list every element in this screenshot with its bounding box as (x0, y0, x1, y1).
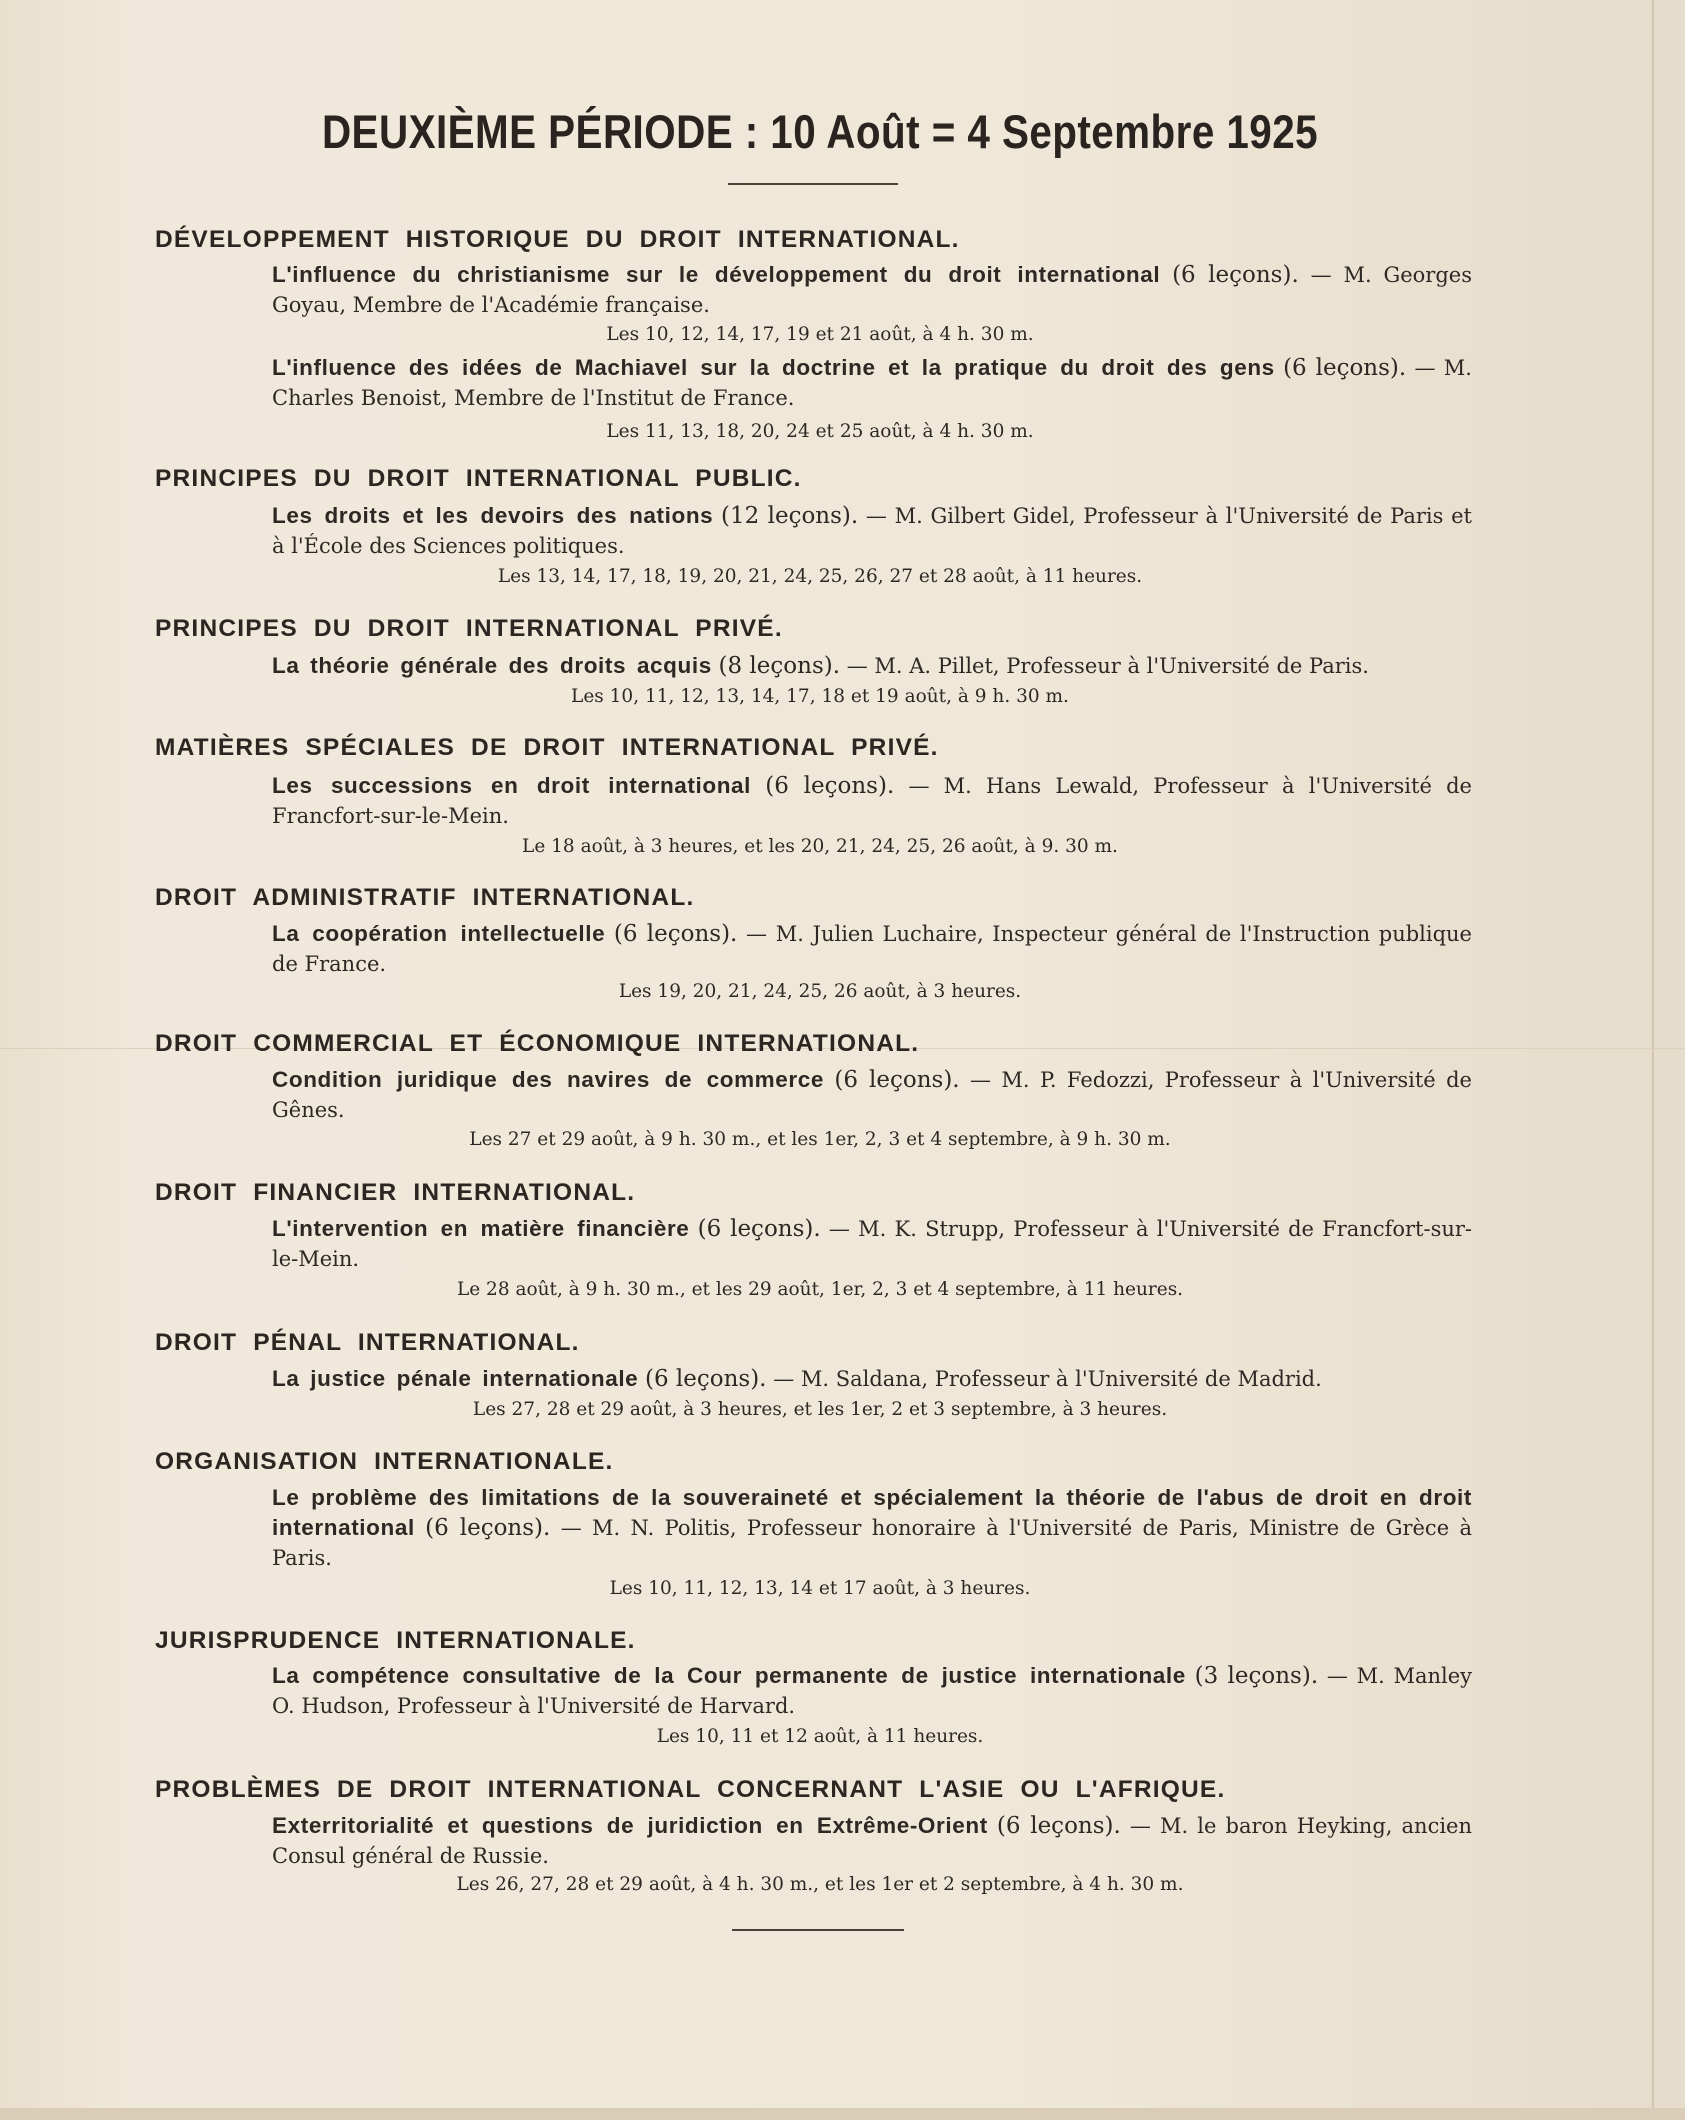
course-teacher: — M. P. Fedozzi, Professeur à l'Université de Gênes. (272, 1068, 1472, 1122)
course-teacher: — M. Georges Goyau, Membre de l'Académie française. (272, 263, 1472, 317)
course-lessons: (6 leçons). (996, 1813, 1121, 1839)
course-teacher: — M. Saldana, Professeur à l'Université de Madrid. (773, 1367, 1322, 1391)
course-lessons: (6 leçons). (697, 1216, 821, 1242)
section-heading: DROIT ADMINISTRATIF INTERNATIONAL. (155, 884, 695, 911)
course-lessons: (6 leçons). (1172, 262, 1299, 288)
course-teacher: — M. K. Strupp, Professeur à l'Université de Francfort-sur-le-Mein. (272, 1217, 1472, 1271)
course-schedule: Les 11, 13, 18, 20, 24 et 25 août, à 4 h. 30 m. (606, 421, 1034, 442)
course-schedule: Les 27, 28 et 29 août, à 3 heures, et les 1er, 2 et 3 septembre, à 3 heures. (472, 1399, 1168, 1420)
section-heading: DÉVELOPPEMENT HISTORIQUE DU DROIT INTERNATIONAL. (155, 226, 960, 253)
course-lessons: (12 leçons). (721, 503, 859, 529)
course-teacher: — M. le baron Heyking, ancien Consul général de Russie. (272, 1814, 1472, 1868)
course-teacher: — M. Hans Lewald, Professeur à l'Université de Francfort-sur-le-Mein. (272, 774, 1472, 828)
course-title: Les droits et les devoirs des nations (272, 503, 714, 528)
section-heading: DROIT PÉNAL INTERNATIONAL. (155, 1329, 580, 1356)
course-title: L'influence des idées de Machiavel sur la doctrine et la pratique du droit des gens (272, 355, 1275, 380)
course-lessons: (6 leçons). (1283, 355, 1407, 381)
course-teacher: — M. Gilbert Gidel, Professeur à l'Université de Paris et à l'École des Sciences politiques. (272, 504, 1472, 558)
course-entry (272, 353, 1472, 413)
section-heading: PRINCIPES DU DROIT INTERNATIONAL PUBLIC. (155, 465, 802, 492)
course-entry (272, 1483, 1472, 1573)
section-heading: ORGANISATION INTERNATIONALE. (155, 1448, 614, 1475)
course-teacher: — M. N. Politis, Professeur honoraire à l'Université de Paris, Ministre de Grèce à Paris. (272, 1516, 1472, 1570)
course-title: La compétence consultative de la Cour permanente de justice internationale (272, 1663, 1186, 1688)
section-heading: PRINCIPES DU DROIT INTERNATIONAL PRIVÉ. (155, 615, 783, 642)
course-title: Exterritorialité et questions de juridiction en Extrême-Orient (272, 1813, 988, 1838)
course-schedule: Les 10, 11, 12, 13, 14, 17, 18 et 19 août, à 9 h. 30 m. (571, 686, 1069, 707)
course-schedule: Les 13, 14, 17, 18, 19, 20, 21, 24, 25, 26, 27 et 28 août, à 11 heures. (497, 566, 1143, 587)
section-heading: DROIT FINANCIER INTERNATIONAL. (155, 1179, 636, 1206)
course-entry (272, 919, 1472, 979)
course-entry (272, 771, 1472, 831)
course-entry (272, 651, 1472, 681)
course-title: La justice pénale internationale (272, 1366, 639, 1391)
course-schedule: Les 19, 20, 21, 24, 25, 26 août, à 3 heures. (618, 981, 1022, 1002)
course-entry (272, 260, 1472, 320)
course-entry (272, 501, 1472, 561)
course-title: La théorie générale des droits acquis (272, 653, 712, 678)
course-title: Les successions en droit international (272, 773, 752, 798)
section-heading: PROBLÈMES DE DROIT INTERNATIONAL CONCERNANT L'ASIE OU L'AFRIQUE. (155, 1776, 1226, 1803)
course-title: La coopération intellectuelle (272, 921, 606, 946)
course-teacher: — M. Charles Benoist, Membre de l'Institut de France. (272, 356, 1472, 410)
course-schedule: Les 10, 11, 12, 13, 14 et 17 août, à 3 heures. (609, 1578, 1031, 1599)
course-entry (272, 1811, 1472, 1871)
course-schedule: Le 28 août, à 9 h. 30 m., et les 29 août, 1er, 2, 3 et 4 septembre, à 11 heures. (456, 1279, 1184, 1300)
course-title: Le problème des limitations de la souveraineté et spécialement la théorie de l'abus de droit en droit international (272, 1485, 1472, 1540)
course-schedule: Les 26, 27, 28 et 29 août, à 4 h. 30 m., et les 1er et 2 septembre, à 4 h. 30 m. (456, 1874, 1184, 1895)
paper-bottom-edge (0, 2108, 1685, 2120)
course-lessons: (8 leçons). (718, 653, 841, 679)
course-teacher: — M. Manley O. Hudson, Professeur à l'Université de Harvard. (272, 1664, 1472, 1718)
course-entry (272, 1214, 1472, 1274)
section-heading: DROIT COMMERCIAL ET ÉCONOMIQUE INTERNATIONAL. (155, 1030, 920, 1057)
course-title: Condition juridique des navires de commerce (272, 1067, 824, 1092)
course-teacher: — M. Julien Luchaire, Inspecteur général de l'Instruction publique de France. (272, 922, 1472, 976)
course-entry (272, 1661, 1472, 1721)
course-lessons: (6 leçons). (425, 1515, 551, 1541)
course-schedule: Les 10, 12, 14, 17, 19 et 21 août, à 4 h. 30 m. (606, 324, 1034, 345)
course-lessons: (6 leçons). (644, 1366, 767, 1392)
course-title: L'influence du christianisme sur le développement du droit international (272, 262, 1161, 287)
page-title: DEUXIÈME PÉRIODE : 10 Août = 4 Septembre 1925 (321, 105, 1319, 158)
course-entry (272, 1065, 1472, 1125)
course-schedule: Les 27 et 29 août, à 9 h. 30 m., et les 1er, 2, 3 et 4 septembre, à 9 h. 30 m. (469, 1129, 1171, 1150)
course-teacher: — M. A. Pillet, Professeur à l'Université de Paris. (846, 654, 1369, 678)
course-lessons: (6 leçons). (613, 921, 738, 947)
paper-fold-vertical (1652, 0, 1654, 2120)
course-title: L'intervention en matière financière (272, 1216, 690, 1241)
title-rule (728, 183, 898, 185)
section-heading: MATIÈRES SPÉCIALES DE DROIT INTERNATIONAL PRIVÉ. (155, 734, 939, 761)
course-entry (272, 1364, 1472, 1394)
closing-rule (732, 1929, 904, 1931)
course-schedule: Le 18 août, à 3 heures, et les 20, 21, 24, 25, 26 août, à 9. 30 m. (522, 836, 1118, 857)
course-lessons: (6 leçons). (765, 773, 895, 799)
course-lessons: (6 leçons). (834, 1067, 960, 1093)
section-heading: JURISPRUDENCE INTERNATIONALE. (155, 1627, 636, 1654)
course-schedule: Les 10, 11 et 12 août, à 11 heures. (656, 1726, 984, 1747)
course-lessons: (3 leçons). (1194, 1663, 1319, 1689)
